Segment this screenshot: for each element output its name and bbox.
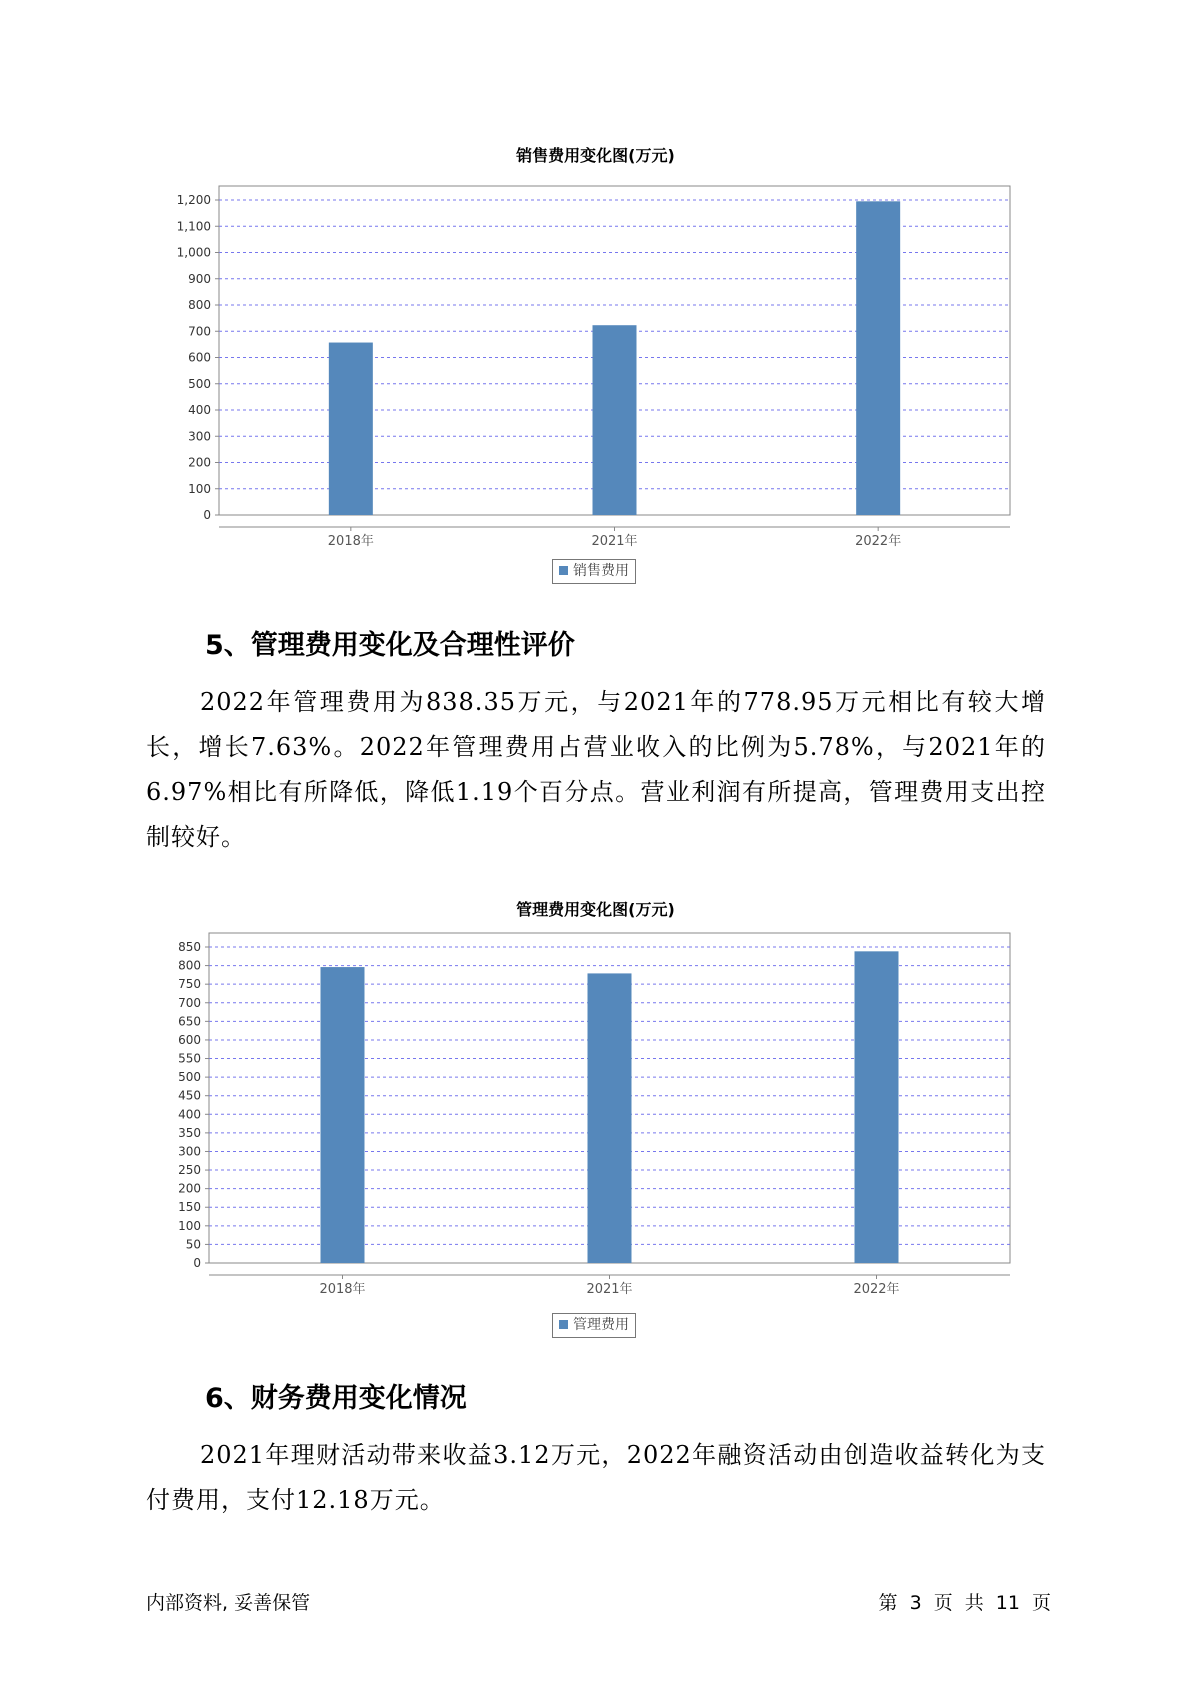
chart2-title: 管理费用变化图(万元) [516, 900, 675, 919]
y-tick-label: 700 [178, 995, 201, 1010]
footer-page-number: 第 3 页 共 11 页 [878, 1592, 1051, 1614]
y-tick-label: 850 [178, 940, 201, 954]
x-tick-label: 2018年 [319, 1282, 366, 1297]
section5-paragraph: 2022年管理费用为838.35万元，与2021年的778.95万元相比有较大增长，增长7.63%。2022年管理费用占营业收入的比例为5.78%，与2021年的6.97%相比有所降低，降低1.19个百分点。营业利润有所提高，管理费用支出控制较好。 [146, 688, 1046, 851]
y-tick-label: 100 [178, 1218, 201, 1233]
legend-swatch [559, 1320, 568, 1329]
x-tick-label: 2021年 [591, 534, 638, 549]
x-tick-label: 2018年 [327, 534, 374, 549]
x-tick-label: 2022年 [855, 534, 902, 549]
chart2-legend [552, 1313, 636, 1338]
bar [855, 951, 899, 1263]
y-tick-label: 200 [178, 1181, 201, 1196]
y-tick-label: 1,100 [176, 219, 211, 234]
bar [329, 343, 373, 515]
y-tick-label: 550 [178, 1051, 201, 1066]
y-tick-label: 100 [188, 481, 211, 496]
y-tick-label: 650 [178, 1014, 201, 1029]
y-tick-label: 150 [178, 1200, 201, 1215]
y-tick-label: 1,200 [176, 193, 211, 207]
bar [593, 325, 637, 515]
admin-expense-chart [0, 930, 1191, 1310]
y-tick-label: 0 [203, 508, 211, 522]
y-tick-label: 400 [178, 1107, 201, 1122]
y-tick-label: 300 [188, 429, 211, 444]
section5-heading: 5、管理费用变化及合理性评价 [205, 630, 575, 661]
y-tick-label: 600 [178, 1032, 201, 1047]
bar [856, 201, 900, 515]
section6-paragraph: 2021年理财活动带来收益3.12万元，2022年融资活动由创造收益转化为支付费用，支付12.18万元。 [146, 1441, 1046, 1514]
bar [321, 967, 365, 1263]
y-tick-label: 800 [188, 298, 211, 312]
y-tick-label: 750 [178, 977, 201, 992]
y-tick-label: 50 [185, 1237, 201, 1252]
y-tick-label: 600 [188, 350, 211, 365]
y-tick-label: 900 [188, 271, 211, 286]
x-tick-label: 2022年 [853, 1282, 900, 1297]
y-tick-label: 0 [193, 1256, 201, 1270]
y-tick-label: 350 [178, 1125, 201, 1140]
y-tick-label: 400 [188, 403, 211, 417]
legend-swatch [559, 566, 568, 575]
y-tick-label: 300 [178, 1144, 201, 1159]
y-tick-label: 250 [178, 1163, 201, 1178]
chart1-legend [552, 559, 636, 584]
y-tick-label: 450 [178, 1088, 201, 1103]
footer-confidential: 内部资料, 妥善保管 [146, 1592, 311, 1614]
x-tick-label: 2021年 [586, 1282, 633, 1297]
chart2-legend-label: 管理费用 [573, 1317, 629, 1333]
y-tick-label: 700 [188, 324, 211, 339]
y-tick-label: 500 [188, 376, 211, 391]
sales-expense-chart [0, 180, 1191, 580]
bar [588, 973, 632, 1263]
y-tick-label: 500 [178, 1070, 201, 1085]
section6-heading: 6、财务费用变化情况 [205, 1383, 467, 1414]
y-tick-label: 1,000 [176, 245, 211, 260]
chart1-legend-label: 销售费用 [573, 563, 629, 579]
y-tick-label: 200 [188, 455, 211, 470]
y-tick-label: 800 [178, 958, 201, 973]
chart1-title: 销售费用变化图(万元) [516, 146, 675, 165]
